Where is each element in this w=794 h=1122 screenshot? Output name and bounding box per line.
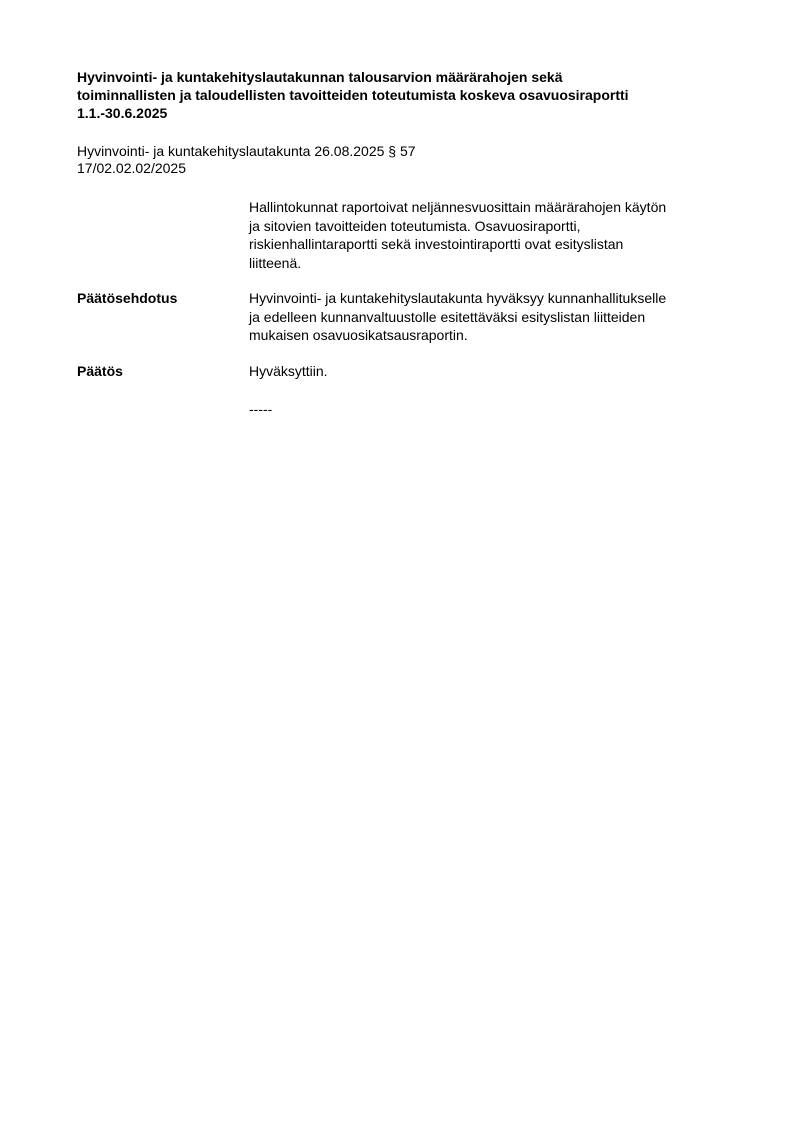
separator-text: ----- <box>249 401 273 417</box>
intro-line: liitteenä. <box>249 254 302 271</box>
title-line: 1.1.-30.6.2025 <box>77 105 168 121</box>
meeting-reference: Hyvinvointi- ja kuntakehityslautakunta 26.08.2025 § 57 <box>77 143 416 159</box>
proposal-line: mukaisen osavuosikatsausraportin. <box>249 327 468 343</box>
intro-text <box>249 198 739 272</box>
decision-label: Päätös <box>77 363 123 379</box>
intro-line: Hallintokunnat raportoivat neljännesvuosittain määrärahojen käytön <box>249 199 667 215</box>
decision-text <box>249 362 739 381</box>
intro-line: ja sitovien tavoitteiden toteutumista. Osavuosiraportti, <box>249 217 581 234</box>
proposal-line: ja edelleen kunnanvaltuustolle esitettäväksi esityslistan liitteiden <box>249 308 646 325</box>
document-title <box>77 68 737 122</box>
intro-line: riskienhallintaraportti sekä investointiraportti ovat esityslistan <box>249 236 624 252</box>
separator <box>249 400 739 419</box>
decision-value: Hyväksyttiin. <box>249 363 328 379</box>
proposal-text <box>249 289 739 345</box>
case-number: 17/02.02.02/2025 <box>77 160 186 176</box>
meeting-meta <box>77 143 416 177</box>
title-line: toiminnallisten ja taloudellisten tavoitteiden toteutumista koskeva osavuosiraportti <box>77 87 629 103</box>
proposal-line: Hyvinvointi- ja kuntakehityslautakunta hyväksyy kunnanhallitukselle <box>249 290 667 306</box>
title-line: Hyvinvointi- ja kuntakehityslautakunnan talousarvion määrärahojen sekä <box>77 69 563 85</box>
proposal-label: Päätösehdotus <box>77 290 178 306</box>
